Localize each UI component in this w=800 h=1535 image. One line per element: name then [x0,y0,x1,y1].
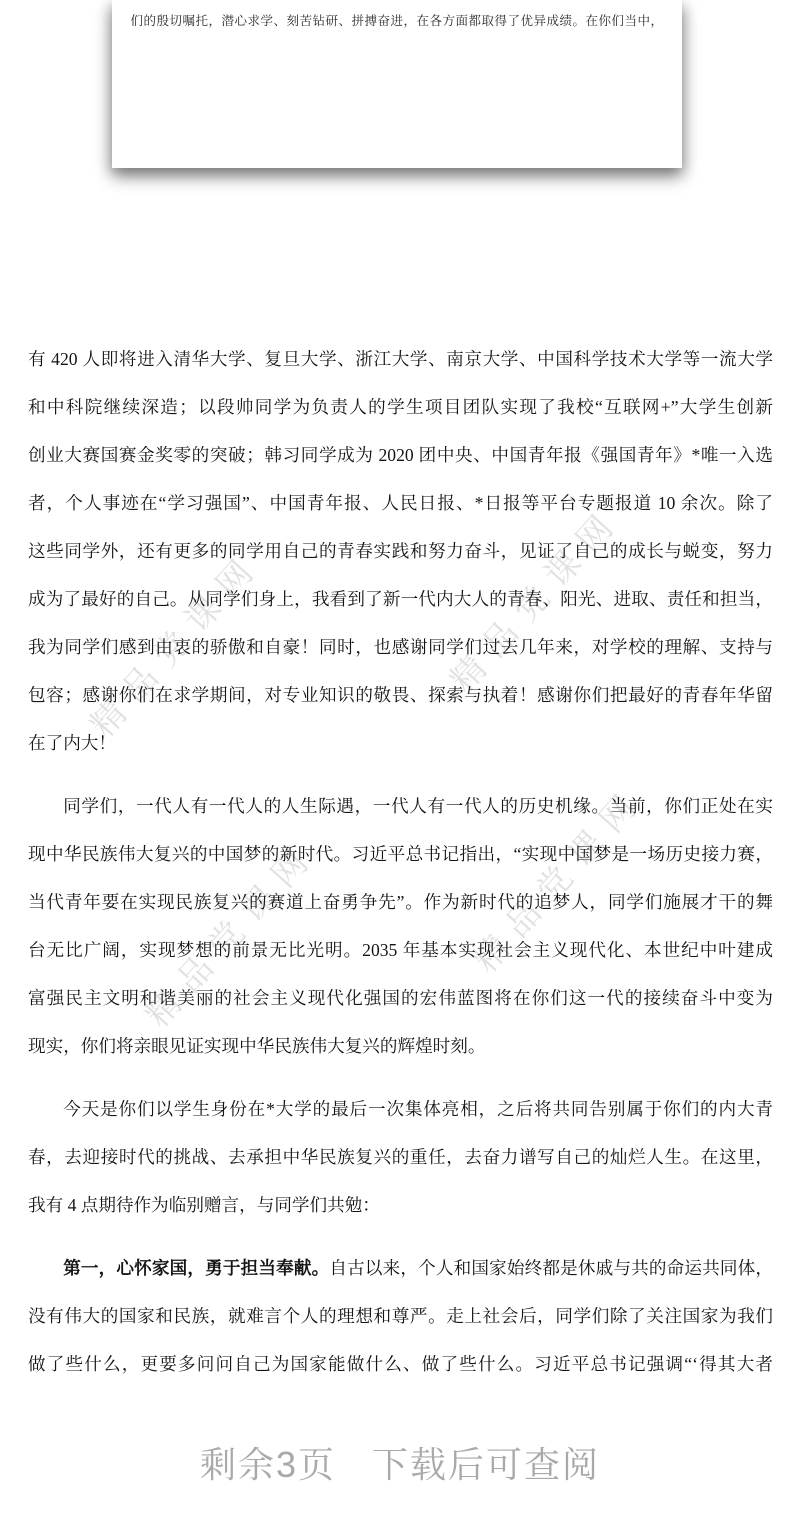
text-line: 有 420 人即将进入清华大学、复旦大学、浙江大学、南京大学、中国科学技术大学等一流大学 [28,349,773,369]
remaining-pages-count: 剩余3页 [199,1444,336,1485]
watermark-text: 精品党课网 [83,544,269,745]
text-line: 创业大赛国赛金奖零的突破；韩习同学成为 2020 团中央、中国青年报《强国青年》*唯一入选 [28,445,773,465]
remaining-pages-notice [0,1437,800,1488]
text-line: 和中科院继续深造；以段帅同学为负责人的学生项目团队实现了我校“互联网+”大学生创新 [28,397,773,417]
download-hint: 下载后可查阅 [372,1444,601,1485]
watermark-text: 精品党课网 [443,499,629,700]
expectation-heading: 第一，心怀家国，勇于担当奉献。 [63,1258,330,1278]
page1-preview-card[interactable] [112,0,682,168]
text-line: 我为同学们感到由衷的骄傲和自豪！同时，也感谢同学们过去几年来，对学校的理解、支持与 [28,637,773,657]
paragraph-first-expectation [28,1244,773,1388]
text-line: 今天是你们以学生身份在*大学的最后一次集体亮相，之后将共同告别属于你们的内大青 [63,1099,773,1119]
text-run: 自古以来，个人和国家始终都是休戚与共的命运共同体， [329,1258,773,1278]
paragraph-new-era [28,782,773,1070]
text-line: 同学们，一代人有一代人的人生际遇，一代人有一代人的历史机缘。当前，你们正处在实 [63,796,773,816]
text-line: 富强民主文明和谐美丽的社会主义现代化强国的宏伟蓝图将在你们这一代的接续奋斗中变为 [28,988,773,1008]
text-line: 台无比广阔，实现梦想的前景无比光明。2035 年基本实现社会主义现代化、本世纪中叶建成 [28,940,773,960]
text-line: 春，去迎接时代的挑战、去承担中华民族复兴的重任，去奋力谱写自己的灿烂人生。在这里， [28,1147,773,1167]
text-line: 包容；感谢你们在求学期间，对专业知识的敬畏、探索与执着！感谢你们把最好的青春年华留 [28,685,773,705]
paragraph-farewell [28,1085,773,1229]
text-line: 做了些什么，更要多问问自己为国家能做什么、做了些什么。习近平总书记强调“‘得其大者 [28,1354,773,1374]
text-line: 者，个人事迹在“学习强国”、中国青年报、人民日报、*日报等平台专题报道 10 余次。除了 [28,493,773,513]
page1-last-line: 们的殷切嘱托，潜心求学、刻苦钻研、拼搏奋进，在各方面都取得了优异成绩。在你们当中， [130,14,664,28]
text-line: 我有 4 点期待作为临别赠言，与同学们共勉： [28,1195,380,1215]
page2-content [28,335,773,1388]
text-line: 这些同学外，还有更多的同学用自己的青春实践和努力奋斗，见证了自己的成长与蜕变，努力 [28,541,773,561]
text-line [28,1244,773,1292]
text-line: 现中华民族伟大复兴的中国梦的新时代。习近平总书记指出，“实现中国梦是一场历史接力赛， [28,844,773,864]
text-line: 现实，你们将亲眼见证实现中华民族伟大复兴的辉煌时刻。 [28,1036,486,1056]
watermark-text: 精品党课网 [466,779,652,980]
text-line: 当代青年要在实现民族复兴的赛道上奋勇争先”。作为新时代的追梦人，同学们施展才干的舞 [28,892,773,912]
text-line: 没有伟大的国家和民族，就难言个人的理想和尊严。走上社会后，同学们除了关注国家为我们 [28,1306,773,1326]
text-line: 在了内大！ [28,733,116,753]
paragraph-achievements [28,335,773,767]
text-line: 成为了最好的自己。从同学们身上，我看到了新一代内大人的青春、阳光、进取、责任和担当， [28,589,773,609]
watermark-text: 精品党课网 [138,834,324,1035]
